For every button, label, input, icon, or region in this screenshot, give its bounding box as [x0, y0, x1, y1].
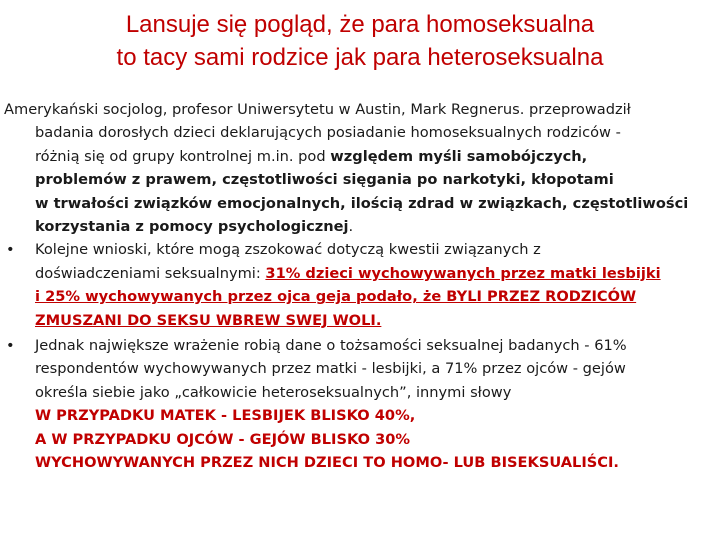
intro-line-6-end: . — [348, 218, 354, 236]
bullet-1-line-2-red: 31% dzieci wychowywanych przez matki lesbijki — [265, 264, 661, 282]
intro-line-2: badania dorosłych dzieci deklarujących posiadanie homoseksualnych rodziców - — [35, 124, 621, 142]
intro-line-4: problemów z prawem, częstotliwości sięgania po narkotyki, kłopotami — [35, 171, 614, 189]
bullet-item-2 — [0, 334, 720, 474]
bullet-item-1 — [0, 238, 720, 332]
bullet-1-line-3: i 25% wychowywanych przez ojca geja podało, że BYLI PRZEZ RODZICÓW — [35, 288, 637, 306]
bullet-icon: • — [6, 241, 15, 259]
slide-body — [0, 98, 720, 475]
slide-title — [0, 8, 720, 74]
bullet-2-line-6: WYCHOWYWANYCH PRZEZ NICH DZIECI TO HOMO- LUB BISEKSUALIŚCI. — [35, 454, 619, 472]
intro-line-3-bold: względem myśli samobójczych, — [330, 147, 588, 165]
bullet-2-line-5: A W PRZYPADKU OJCÓW - GEJÓW BLISKO 30% — [35, 430, 411, 448]
bullet-2-line-1: Jednak największe wrażenie robią dane o tożsamości seksualnej badanych - 61% — [35, 337, 627, 355]
bullet-1-line-4: ZMUSZANI DO SEKSU WBREW SWEJ WOLI. — [35, 311, 382, 329]
bullet-1-line-2 — [35, 262, 720, 285]
bullet-icon: • — [6, 337, 15, 355]
title-line-1: Lansuje się pogląd, że para homoseksualna — [125, 11, 595, 38]
intro-line-6 — [35, 215, 720, 238]
bullet-2-line-4: W PRZYPADKU MATEK - LESBIJEK BLISKO 40%, — [35, 407, 416, 425]
intro-line-1: Amerykański socjolog, profesor Uniwersytetu w Austin, Mark Regnerus. przeprowadził — [4, 101, 631, 118]
intro-line-3 — [35, 145, 720, 168]
intro-line-5: w trwałości związków emocjonalnych, ilością zdrad w związkach, częstotliwości — [35, 194, 689, 212]
intro-line-6-bold: korzystania z pomocy psychologicznej — [35, 218, 349, 236]
bullet-1-line-1: Kolejne wnioski, które mogą zszokować dotyczą kwestii związanych z — [35, 241, 541, 259]
bullet-2-line-3: określa siebie jako „całkowicie heteroseksualnych”, innymi słowy — [35, 383, 512, 401]
intro-line-3-plain: różnią się od grupy kontrolnej m.in. pod — [35, 147, 331, 165]
bullet-2-line-2: respondentów wychowywanych przez matki - lesbijki, a 71% przez ojców - gejów — [35, 360, 626, 378]
bullet-1-line-2-plain: doświadczeniami seksualnymi: — [35, 264, 266, 282]
title-line-2: to tacy sami rodzice jak para heteroseksualna — [116, 44, 604, 71]
intro-paragraph — [0, 98, 720, 238]
